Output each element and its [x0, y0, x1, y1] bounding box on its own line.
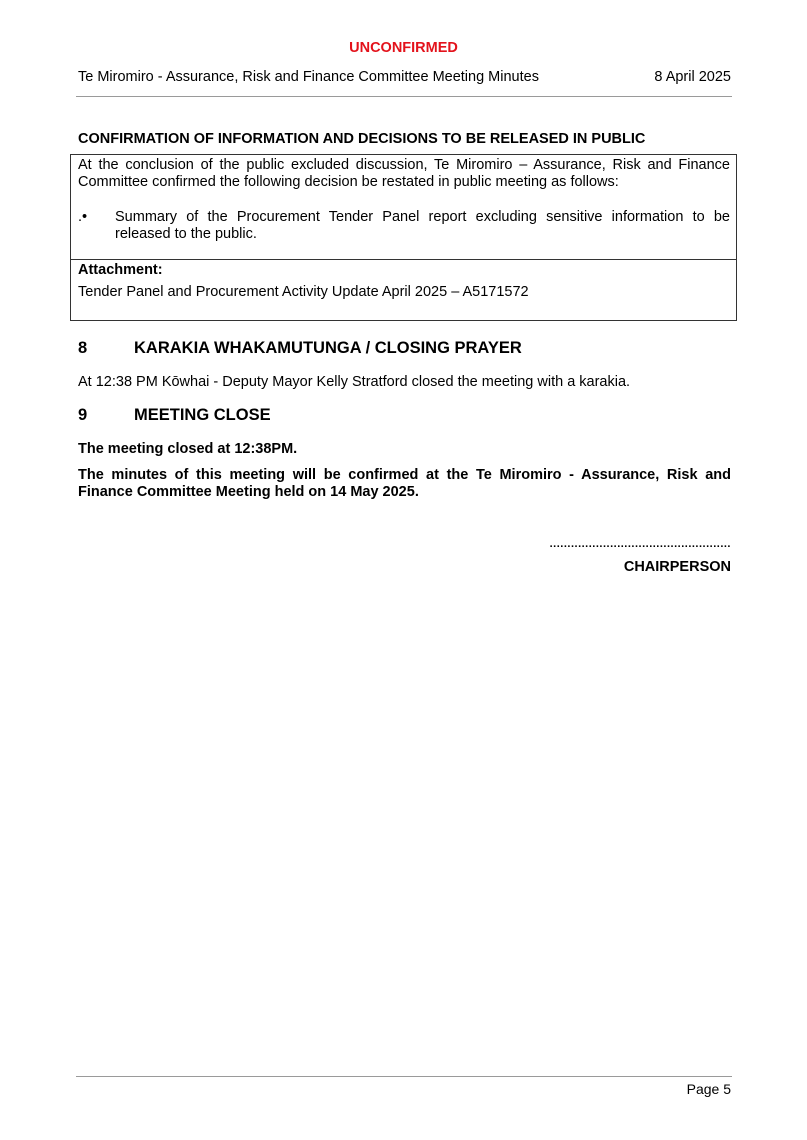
bullet-marker: .• — [78, 209, 88, 225]
bullet-text: Summary of the Procurement Tender Panel report excluding sensitive information to be released to the public. — [115, 209, 730, 242]
section-8-text: At 12:38 PM Kōwhai - Deputy Mayor Kelly Stratford closed the meeting with a karakia. — [78, 374, 631, 390]
section-9-number: 9 — [78, 406, 88, 424]
section-9-title: MEETING CLOSE — [134, 406, 271, 424]
unconfirmed-banner: UNCONFIRMED — [349, 40, 458, 56]
signature-line: ................................................... — [549, 538, 731, 550]
section-8-number: 8 — [78, 339, 88, 357]
meeting-closed-text: The meeting closed at 12:38PM. — [78, 441, 298, 457]
minutes-confirm-text: The minutes of this meeting will be confirmed at the Te Miromiro - Assurance, Risk and Finance Committee Meeting held on 14 May 2025. — [78, 467, 731, 500]
page-number: Page 5 — [686, 1081, 731, 1097]
header-divider — [76, 96, 732, 97]
document-title: Te Miromiro - Assurance, Risk and Finance Committee Meeting Minutes — [78, 69, 539, 85]
confirmation-intro: At the conclusion of the public excluded discussion, Te Miromiro – Assurance, Risk and Finance Committee confirmed the following decision be restated in public meeting as follows: — [78, 157, 730, 190]
chairperson-label: CHAIRPERSON — [623, 559, 731, 575]
attachment-label: Attachment: — [78, 262, 163, 278]
document-date: 8 April 2025 — [654, 69, 731, 85]
attachment-text: Tender Panel and Procurement Activity Update April 2025 – A5171572 — [78, 284, 529, 300]
confirmation-heading: CONFIRMATION OF INFORMATION AND DECISIONS TO BE RELEASED IN PUBLIC — [78, 131, 646, 147]
section-8-title: KARAKIA WHAKAMUTUNGA / CLOSING PRAYER — [134, 339, 522, 357]
footer-divider — [76, 1076, 732, 1077]
